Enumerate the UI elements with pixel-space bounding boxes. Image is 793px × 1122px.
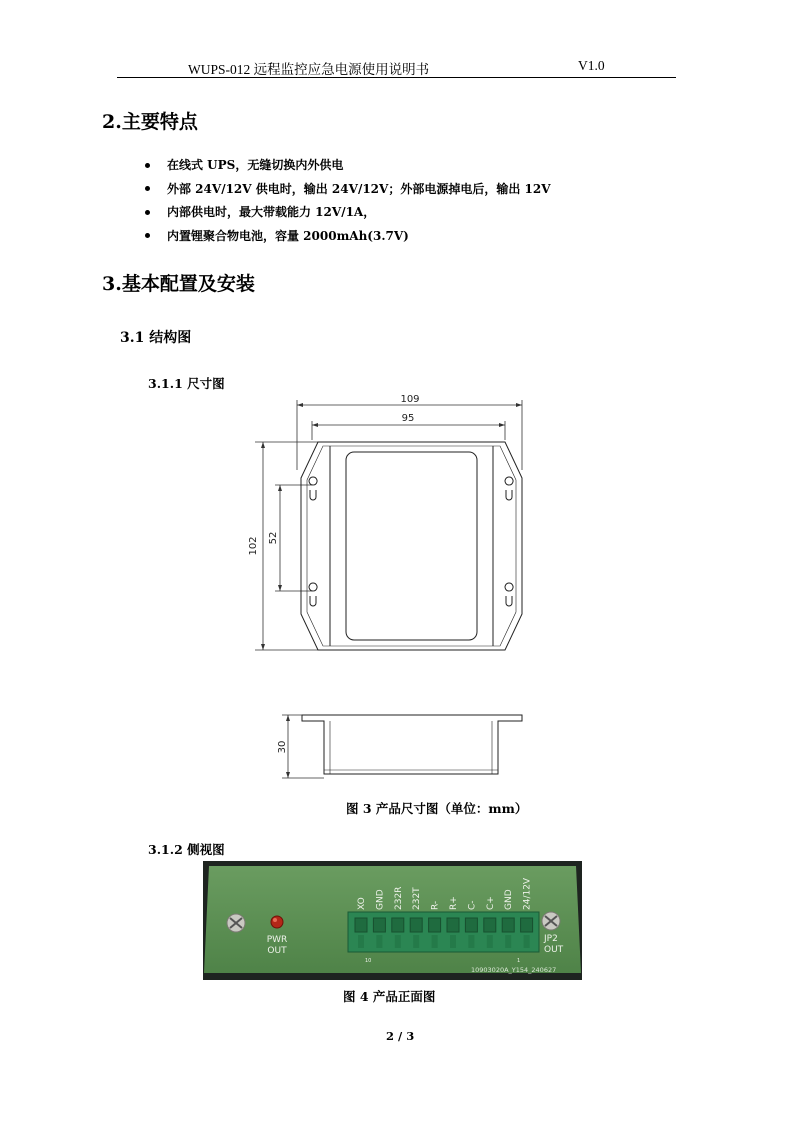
pin-label: 232R [393,886,404,910]
terminal-slot [429,918,441,932]
pin-label: C- [467,900,478,910]
led-label-pwr: PWR [266,935,288,945]
feature-item: 内部供电时，最大带载能力 12V/1A， [140,203,551,227]
pin-label: 232T [412,887,423,910]
terminal-screw [413,935,419,948]
pin-label: 24/12V [522,877,533,910]
header-version: V1.0 [578,58,605,73]
pcb-front-photo [203,861,582,980]
enclosure-side-outline [302,715,522,774]
pin-marker-left: 10 [365,958,372,964]
pin-label: GND [375,889,386,910]
figure-3-caption: 图 3 产品尺寸图（单位：mm） [346,801,528,816]
power-led-icon [271,916,283,928]
terminal-screw [487,935,493,948]
terminal-slot [373,918,385,932]
terminal-slot [521,918,533,932]
terminal-block [348,912,539,952]
section-3-1-heading: 3.1 结构图 [120,330,192,346]
feature-item: 在线式 UPS，无缝切换内外供电 [140,156,551,180]
pin-label: R- [430,900,441,910]
terminal-screw [432,935,438,948]
header-title: WUPS-012 远程监控应急电源使用说明书 [188,62,430,77]
dim-label-52: 52 [268,531,279,545]
feature-item: 外部 24V/12V 供电时，输出 24V/12V；外部电源掉电后，输出 12V [140,180,551,204]
pin-label: C+ [485,896,496,910]
terminal-slot [447,918,459,932]
figure-4-caption: 图 4 产品正面图 [343,989,436,1004]
terminal-slot [502,918,514,932]
dim-label-95: 95 [401,413,415,424]
pin-label: GND [504,889,515,910]
section-3-1-1-heading: 3.1.1 尺寸图 [148,376,225,391]
terminal-screw [395,935,401,948]
jp2-out-label: OUT [544,945,564,955]
terminal-screw [468,935,474,948]
terminal-screw [524,935,530,948]
section-2-heading: 2.主要特点 [102,111,198,133]
pin-label: R+ [449,896,459,910]
terminal-slot [410,918,422,932]
pin-marker-right: 1 [517,958,521,964]
board-code: 10903020A_Y154_240627 [471,966,557,974]
jp2-label: JP2 [544,934,558,944]
terminal-screw [505,935,511,948]
dim-label-30: 30 [277,740,288,754]
section-3-1-2-heading: 3.1.2 侧视图 [148,842,225,857]
led-label-out: OUT [267,946,287,956]
dim-label-109: 109 [400,394,420,405]
terminal-screw [450,935,456,948]
screw-icon [227,914,245,932]
terminal-screw [376,935,382,948]
terminal-slot [484,918,496,932]
screw-icon [542,912,560,930]
terminal-slot [465,918,477,932]
dim-label-102: 102 [248,536,259,556]
feature-item: 内置锂聚合物电池，容量 2000mAh(3.7V) [140,227,551,251]
pin-label: XO [357,897,367,910]
terminal-screw [358,935,364,948]
section-3-heading: 3.基本配置及安装 [102,273,255,295]
terminal-slot [355,918,367,932]
page-number: 2 / 3 [386,1029,415,1043]
enclosure-front-outline [301,442,522,650]
terminal-slot [392,918,404,932]
